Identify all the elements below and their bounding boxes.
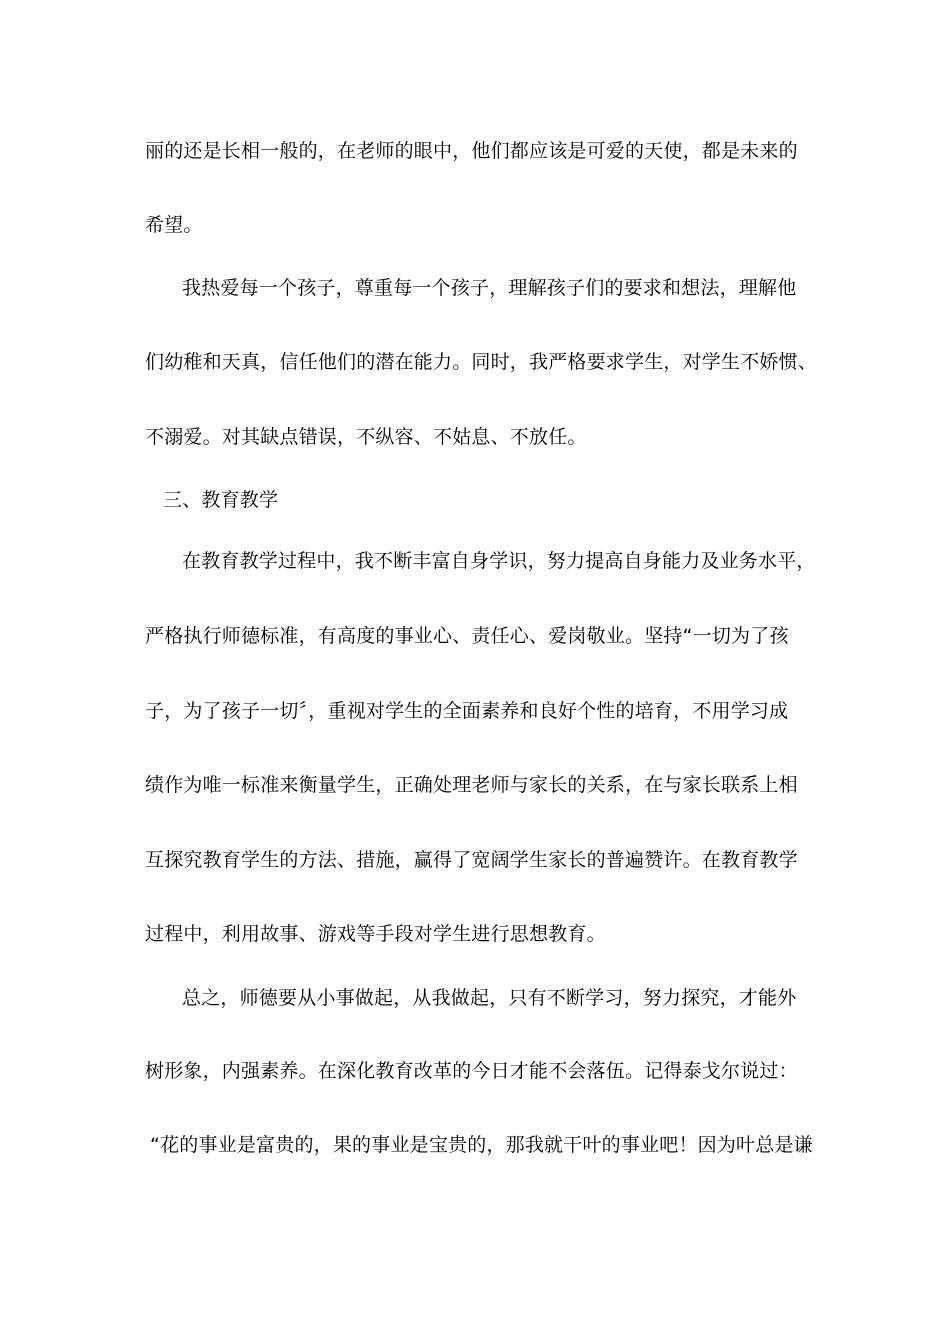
paragraph-line: 在教育教学过程中，我不断丰富自身学识，努力提高自身能力及业务水平， xyxy=(182,550,816,572)
paragraph-line: 严格执行师德标准，有高度的事业心、责任心、爱岗敬业。坚持“一切为了孩 xyxy=(145,625,789,647)
paragraph-line: 子，为了孩子一切〞，重视对学生的全面素养和良好个性的培育，不用学习成 xyxy=(145,700,789,722)
paragraph-line: “花的事业是富贵的，果的事业是宝贵的，那我就干叶的事业吧！因为叶总是谦 xyxy=(150,1134,813,1156)
paragraph-line: 们幼稚和天真，信任他们的潜在能力。同时，我严格要求学生，对学生不娇惯、 xyxy=(145,351,818,373)
section-heading: 三、教育教学 xyxy=(163,489,279,511)
paragraph-line: 希望。 xyxy=(145,214,203,236)
paragraph-line: 树形象，内强素养。在深化教育改革的今日才能不会落伍。记得泰戈尔说过： xyxy=(145,1060,798,1082)
paragraph-line: 绩作为唯一标准来衡量学生，正确处理老师与家长的关系，在与家长联系上相 xyxy=(145,774,798,796)
paragraph-line: 不溺爱。对其缺点错误，不纵容、不姑息、不放任。 xyxy=(145,426,587,448)
paragraph-line: 我热爱每一个孩子，尊重每一个孩子，理解孩子们的要求和想法，理解他 xyxy=(182,277,797,299)
paragraph-line: 丽的还是长相一般的，在老师的眼中，他们都应该是可爱的天使，都是未来的 xyxy=(145,140,798,162)
paragraph-line: 互探究教育学生的方法、措施，赢得了宽阔学生家长的普遍赞许。在教育教学 xyxy=(145,849,798,871)
paragraph-line: 总之，师德要从小事做起，从我做起，只有不断学习，努力探究，才能外 xyxy=(182,987,797,1009)
paragraph-line: 过程中，利用故事、游戏等手段对学生进行思想教育。 xyxy=(145,923,606,945)
